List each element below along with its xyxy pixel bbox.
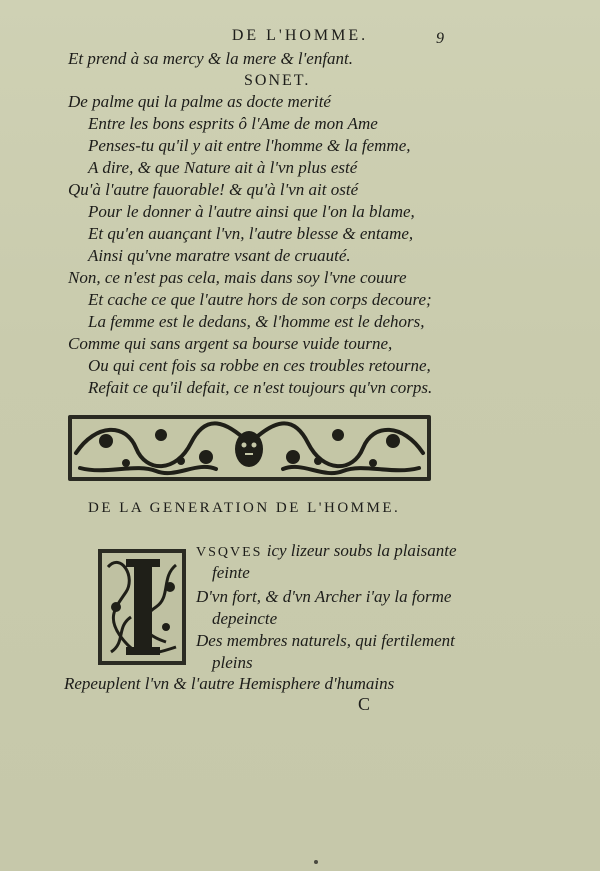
- decorated-initial: [96, 547, 188, 667]
- sonnet-line: Ou qui cent fois sa robbe en ces troubles retourne,: [88, 356, 431, 375]
- section-title: DE LA GENERATION DE L'HOMME.: [88, 500, 401, 516]
- opening-capitals: VSQVES: [196, 545, 263, 560]
- sonnet-line: Comme qui sans argent sa bourse vuide tourne,: [68, 334, 393, 353]
- page-number: 9: [436, 30, 444, 47]
- sonnet-line: Et cache ce que l'autre hors de son corps decoure;: [88, 290, 432, 309]
- sonnet-line: De palme qui la palme as docte merité: [68, 92, 331, 111]
- sonnet-line: Et qu'en auançant l'vn, l'autre blesse & entame,: [88, 224, 414, 243]
- signature-mark: C: [358, 694, 371, 714]
- sonnet-line: Ainsi qu'vne maratre vsant de cruauté.: [88, 246, 351, 265]
- section-line: D'vn fort, & d'vn Archer i'ay la forme: [196, 587, 452, 606]
- sonnet-line: Refait ce qu'il defait, ce n'est toujours qu'vn corps.: [88, 378, 433, 397]
- woodcut-ornament: [66, 413, 433, 483]
- sonnet-title: SONET.: [244, 72, 311, 89]
- sonnet-line: A dire, & que Nature ait à l'vn plus esté: [88, 158, 358, 177]
- sonnet-line: Entre les bons esprits ô l'Ame de mon Ame: [88, 114, 378, 133]
- section-line: pleins: [212, 653, 253, 672]
- section-line: feinte: [212, 563, 250, 582]
- sonnet-line: Pour le donner à l'autre ainsi que l'on la blame,: [88, 202, 415, 221]
- section-first-line: [196, 541, 457, 561]
- running-head: DE L'HOMME.: [231, 27, 369, 44]
- section-line-text: icy lizeur soubs la plaisante: [266, 541, 457, 560]
- sonnet-line: La femme est le dedans, & l'homme est le dehors,: [88, 312, 425, 331]
- section-line: Des membres naturels, qui fertilement: [196, 631, 455, 650]
- preceding-last-line: Et prend à sa mercy & la mere & l'enfant.: [68, 49, 354, 68]
- section-line: Repeuplent l'vn & l'autre Hemisphere d'humains: [64, 674, 395, 693]
- paper-speck: [314, 860, 318, 864]
- sonnet-line: Non, ce n'est pas cela, mais dans soy l'vne couure: [68, 268, 407, 287]
- sonnet-line: Qu'à l'autre fauorable! & qu'à l'vn ait osté: [68, 180, 359, 199]
- sonnet-line: Penses-tu qu'il y ait entre l'homme & la femme,: [88, 136, 411, 155]
- section-line: depeincte: [212, 609, 278, 628]
